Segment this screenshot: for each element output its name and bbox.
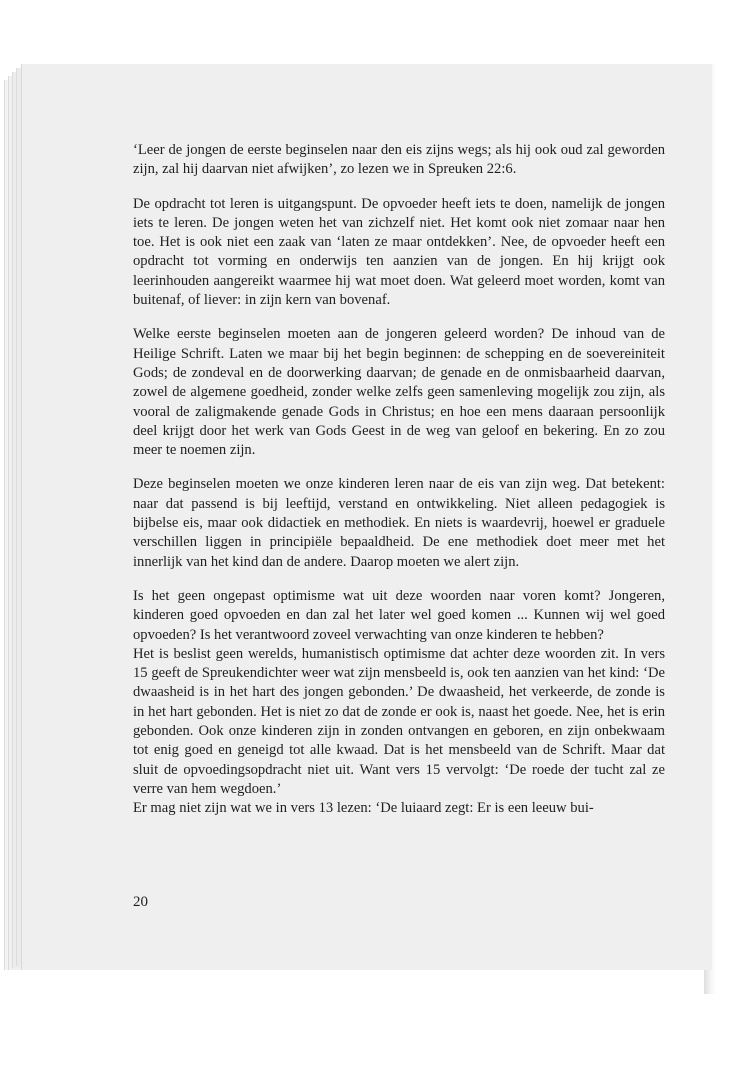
paragraph-beginselen: Welke eerste beginselen moeten aan de jongeren geleerd worden? De inhoud van de Heilige Schrift. Laten we maar bij het begin beginnen: de schepping en de soevereiniteit Gods; de zondeval en de doorwerking daarvan; de genade en de onmisbaarheid daarvan, zowel de algemene goedheid, zonder welke zelfs geen samenleving mogelijk zou zijn, als vooral de zaligmakende genade Gods in Christus; en hoe een mens daaraan persoonlijk deel krijgt door het werk van Gods Geest in de weg van geloof en bekering. En zo zou meer te noemen zijn.	[133, 326, 665, 459]
paragraph-intro-quote: ‘Leer de jongen de eerste beginselen naar den eis zijns wegs; als hij ook oud zal geworden zijn, zal hij daarvan niet afwijken’, zo lezen we in Spreuken 22:6.	[133, 142, 665, 178]
body-text	[133, 141, 665, 819]
paragraph-eis-van-weg: Deze beginselen moeten we onze kinderen leren naar de eis van zijn weg. Dat betekent: naar dat passend is bij leeftijd, verstand en ontwikkeling. Niet alleen pedagogiek is bijbelse eis, maar ook didactiek en methodiek. En niets is waardevrij, hoewel er graduele verschillen liggen in principiële bepaaldheid. De ene methodiek doet meer met het innerlijk van het kind dan de andere. Daarop moeten we alert zijn.	[133, 476, 665, 570]
paragraph-luiaard: Er mag niet zijn wat we in vers 13 lezen: ‘De luiaard zegt: Er is een leeuw bui-	[133, 800, 594, 817]
paragraph-optimisme-vraag: Is het geen ongepast optimisme wat uit deze woorden naar voren komt? Jongeren, kinderen goed opvoeden en dan zal het later wel goed komen ... Kunnen wij wel goed opvoeden? Is het verantwoord zoveel verwachting van onze kinderen te hebben?	[133, 587, 665, 643]
paragraph-mensbeeld: Het is beslist geen werelds, humanistisch optimisme dat achter deze woorden zit. In vers 15 geeft de Spreukendichter weer wat zijn mensbeeld is, ook ten aanzien van het kind: ‘De dwaasheid is in het hart des jongen gebonden.’ De dwaasheid, het verkeerde, de zonde is in het hart gebonden. Het is niet zo dat de zonde er ook is, naast het goede. Nee, het is erin gebonden. Ook onze kinderen zijn in zonden ontvangen en geboren, en zijn onbekwaam tot enig goed en geneigd tot alle kwaad. Dat is het mensbeeld van de Schrift. Maar dat sluit de opvoedingsopdracht niet uit. Want vers 15 vervolgt: ‘De roede der tucht zal ze verre van hem wegdoen.’	[133, 645, 665, 797]
page-number: 20	[133, 894, 148, 910]
paragraph-opdracht: De opdracht tot leren is uitgangspunt. De opvoeder heeft iets te doen, namelijk de jongen iets te leren. De jongen weten het van zichzelf niet. Het komt ook niet zomaar naar hen toe. Het is ook niet een zaak van ‘laten ze maar ontdekken’. Nee, de opvoeder heeft een opdracht tot vorming en onderwijs ten aanzien van de jongen. En hij krijgt ook leerinhouden aangereikt waarmee hij wat moet doen. Wat geleerd moet worden, komt van buitenaf, of liever: in zijn kern van bovenaf.	[133, 195, 665, 309]
